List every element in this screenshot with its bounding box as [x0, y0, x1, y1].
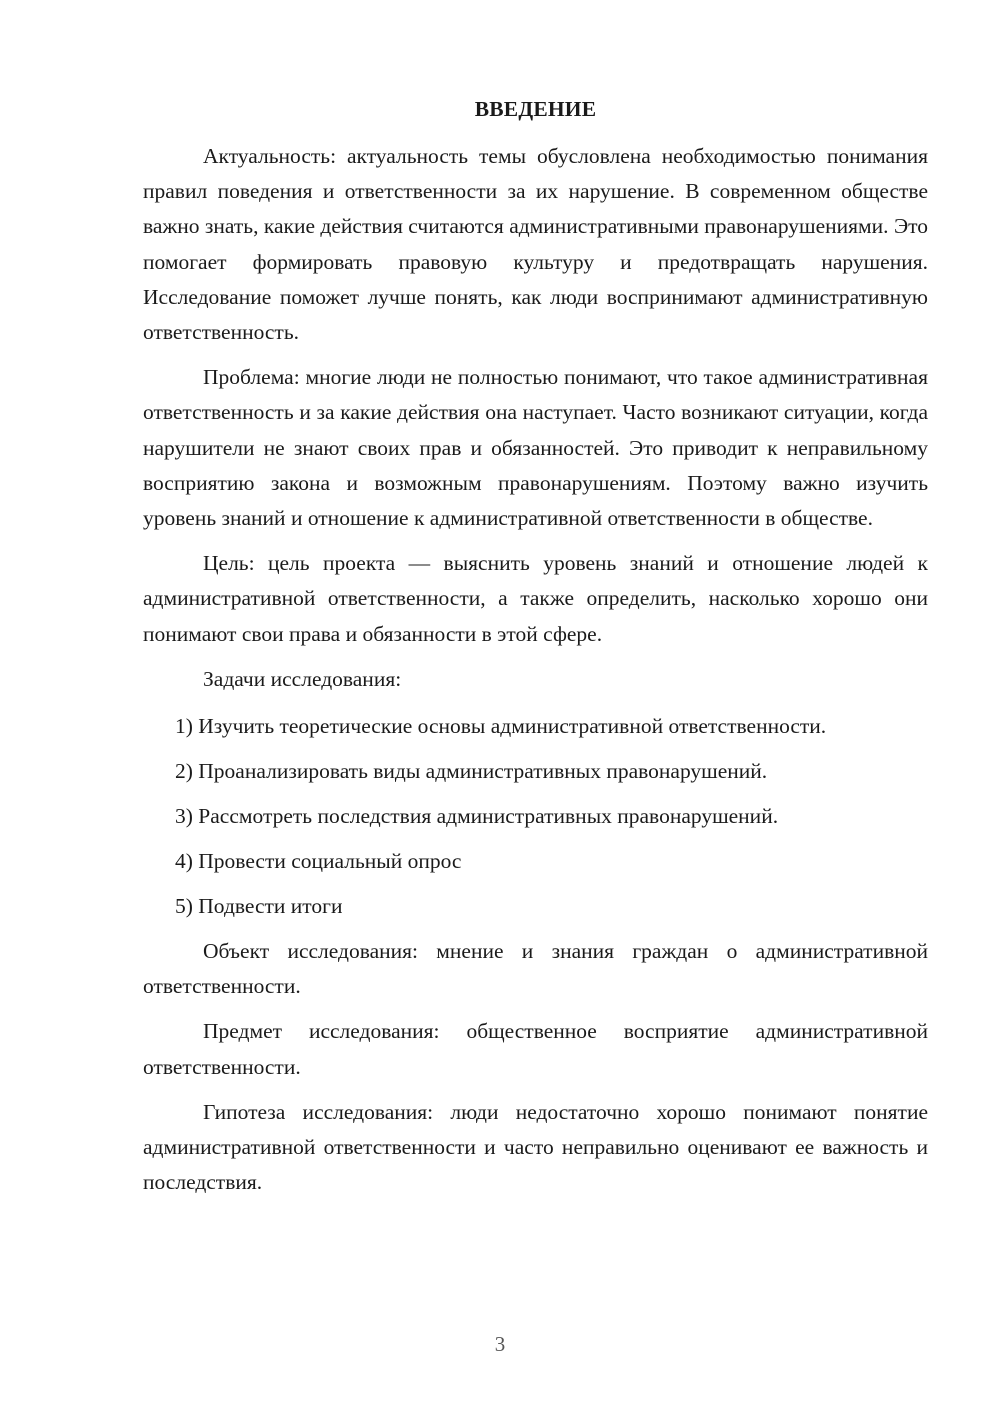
page-title: ВВЕДЕНИЕ — [474, 97, 597, 121]
paragraph-hypothesis: Гипотеза исследования: люди недостаточно хорошо понимают понятие административной ответственности и часто неправильно оценивают ее важность и последствия. — [143, 1099, 928, 1195]
paragraph-object: Объект исследования: мнение и знания граждан о административной ответственности. — [143, 939, 928, 999]
paragraph-tasks-intro: Задачи исследования: — [203, 666, 402, 691]
paragraph-relevance: Актуальность: актуальность темы обусловлена необходимостью понимания правил поведения и ответственности за их нарушение. В современном обществе важно знать, какие действия считаются административными правонарушениями. Это помогает формировать правовую культуру и предотвращать нарушения. Исследование поможет лучше понять, как люди воспринимают административную ответственность. — [143, 144, 928, 345]
paragraph-subject: Предмет исследования: общественное восприятие административной ответственности. — [143, 1019, 928, 1079]
list-item: 3) Рассмотреть последствия административных правонарушений. — [175, 804, 779, 829]
page-number: 3 — [494, 1332, 506, 1356]
tasks-list — [143, 709, 928, 924]
paragraph-problem: Проблема: многие люди не полностью понимают, что такое административная ответственность и за какие действия она наступает. Часто возникают ситуации, когда нарушители не знают своих прав и обязанностей. Это приводит к неправильному восприятию закона и возможным правонарушениям. Поэтому важно изучить уровень знаний и отношение к административной ответственности в обществе. — [143, 365, 928, 531]
list-item: 2) Проанализировать виды административных правонарушений. — [175, 759, 768, 784]
paragraph-goal: Цель: цель проекта — выяснить уровень знаний и отношение людей к административной ответственности, а также определить, насколько хорошо они понимают свои права и обязанности в этой сфере. — [143, 551, 928, 646]
list-item: 4) Провести социальный опрос — [175, 849, 462, 874]
list-item: 1) Изучить теоретические основы административной ответственности. — [175, 714, 827, 739]
document-page — [143, 92, 928, 1200]
list-item: 5) Подвести итоги — [175, 894, 343, 919]
